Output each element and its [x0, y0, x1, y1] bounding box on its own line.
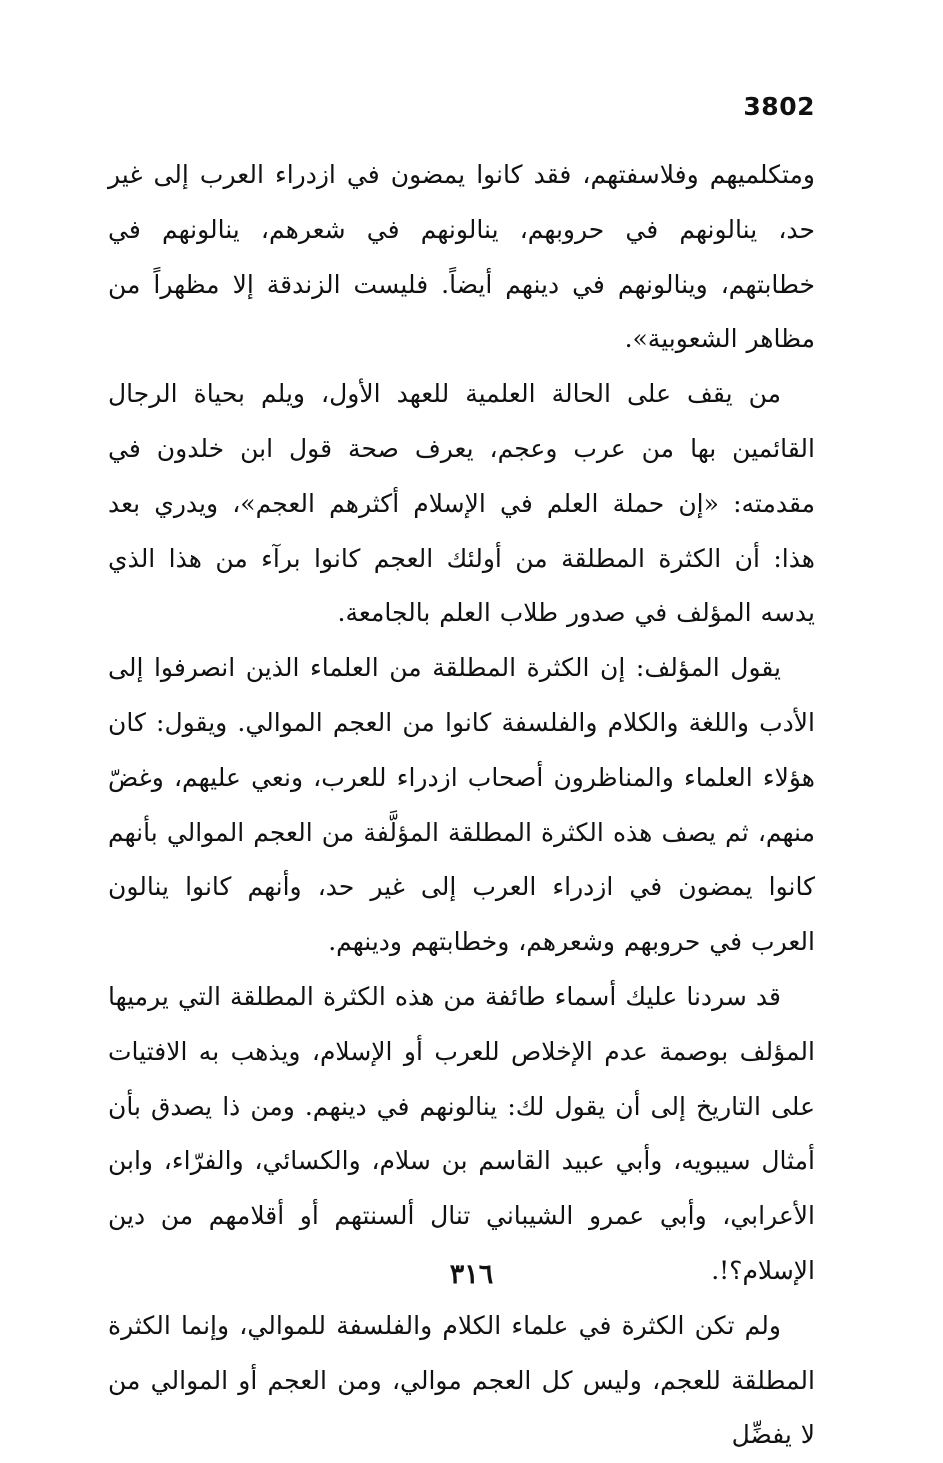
paragraph-4: قد سردنا عليك أسماء طائفة من هذه الكثرة المطلقة التي يرميها المؤلف بوصمة عدم الإخلاص للعرب أو الإسلام، ويذهب به الافتيات على التاريخ إلى أن يقول لك: ينالونهم في دينهم. ومن ذا يصدق بأن أمثال سيبويه، وأبي عبيد القاسم بن سلام، والكسائي، والفرّاء، وابن الأعرابي، وأبي عمرو الشيباني تنال ألسنتهم أو أقلامهم من دين الإسلام؟!.: [108, 981, 815, 1285]
paragraph-1: ومتكلميهم وفلاسفتهم، فقد كانوا يمضون في ازدراء العرب إلى غير حد، ينالونهم في حروبهم، ينالونهم في شعرهم، ينالونهم في خطابتهم، وينالونهم في دينهم أيضاً. فليست الزندقة إلا مظهراً من مظاهر الشعوبية».: [108, 160, 815, 354]
paragraph-3: يقول المؤلف: إن الكثرة المطلقة من العلماء الذين انصرفوا إلى الأدب واللغة والكلام والفلسفة كانوا من العجم الموالي. ويقول: كان هؤلاء العلماء والمناظرون أصحاب ازدراء للعرب، ونعي عليهم، وغضّ منهم، ثم يصف هذه الكثرة المطلقة المؤلَّفة من العجم الموالي بأنهم كانوا يمضون في ازدراء العرب إلى غير حد، وأنهم كانوا ينالون العرب في حروبهم وشعرهم، وخطابتهم ودينهم.: [108, 653, 816, 957]
page-number: ٣١٦: [449, 1259, 494, 1290]
paragraph-5: ولم تكن الكثرة في علماء الكلام والفلسفة للموالي، وإنما الكثرة المطلقة للعجم، وليس كل العجم موالي، ومن العجم أو الموالي من لا يفضِّل: [108, 1310, 815, 1450]
page-code: 3802: [743, 92, 815, 121]
paragraph-2: من يقف على الحالة العلمية للعهد الأول، ويلم بحياة الرجال القائمين بها من عرب وعجم، يعرف صحة قول ابن خلدون في مقدمته: «إن حملة العلم في الإسلام أكثرهم العجم»، ويدري بعد هذا: أن الكثرة المطلقة من أولئك العجم كانوا برآء من هذا الذي يدسه المؤلف في صدور طلاب العلم بالجامعة.: [108, 379, 815, 628]
